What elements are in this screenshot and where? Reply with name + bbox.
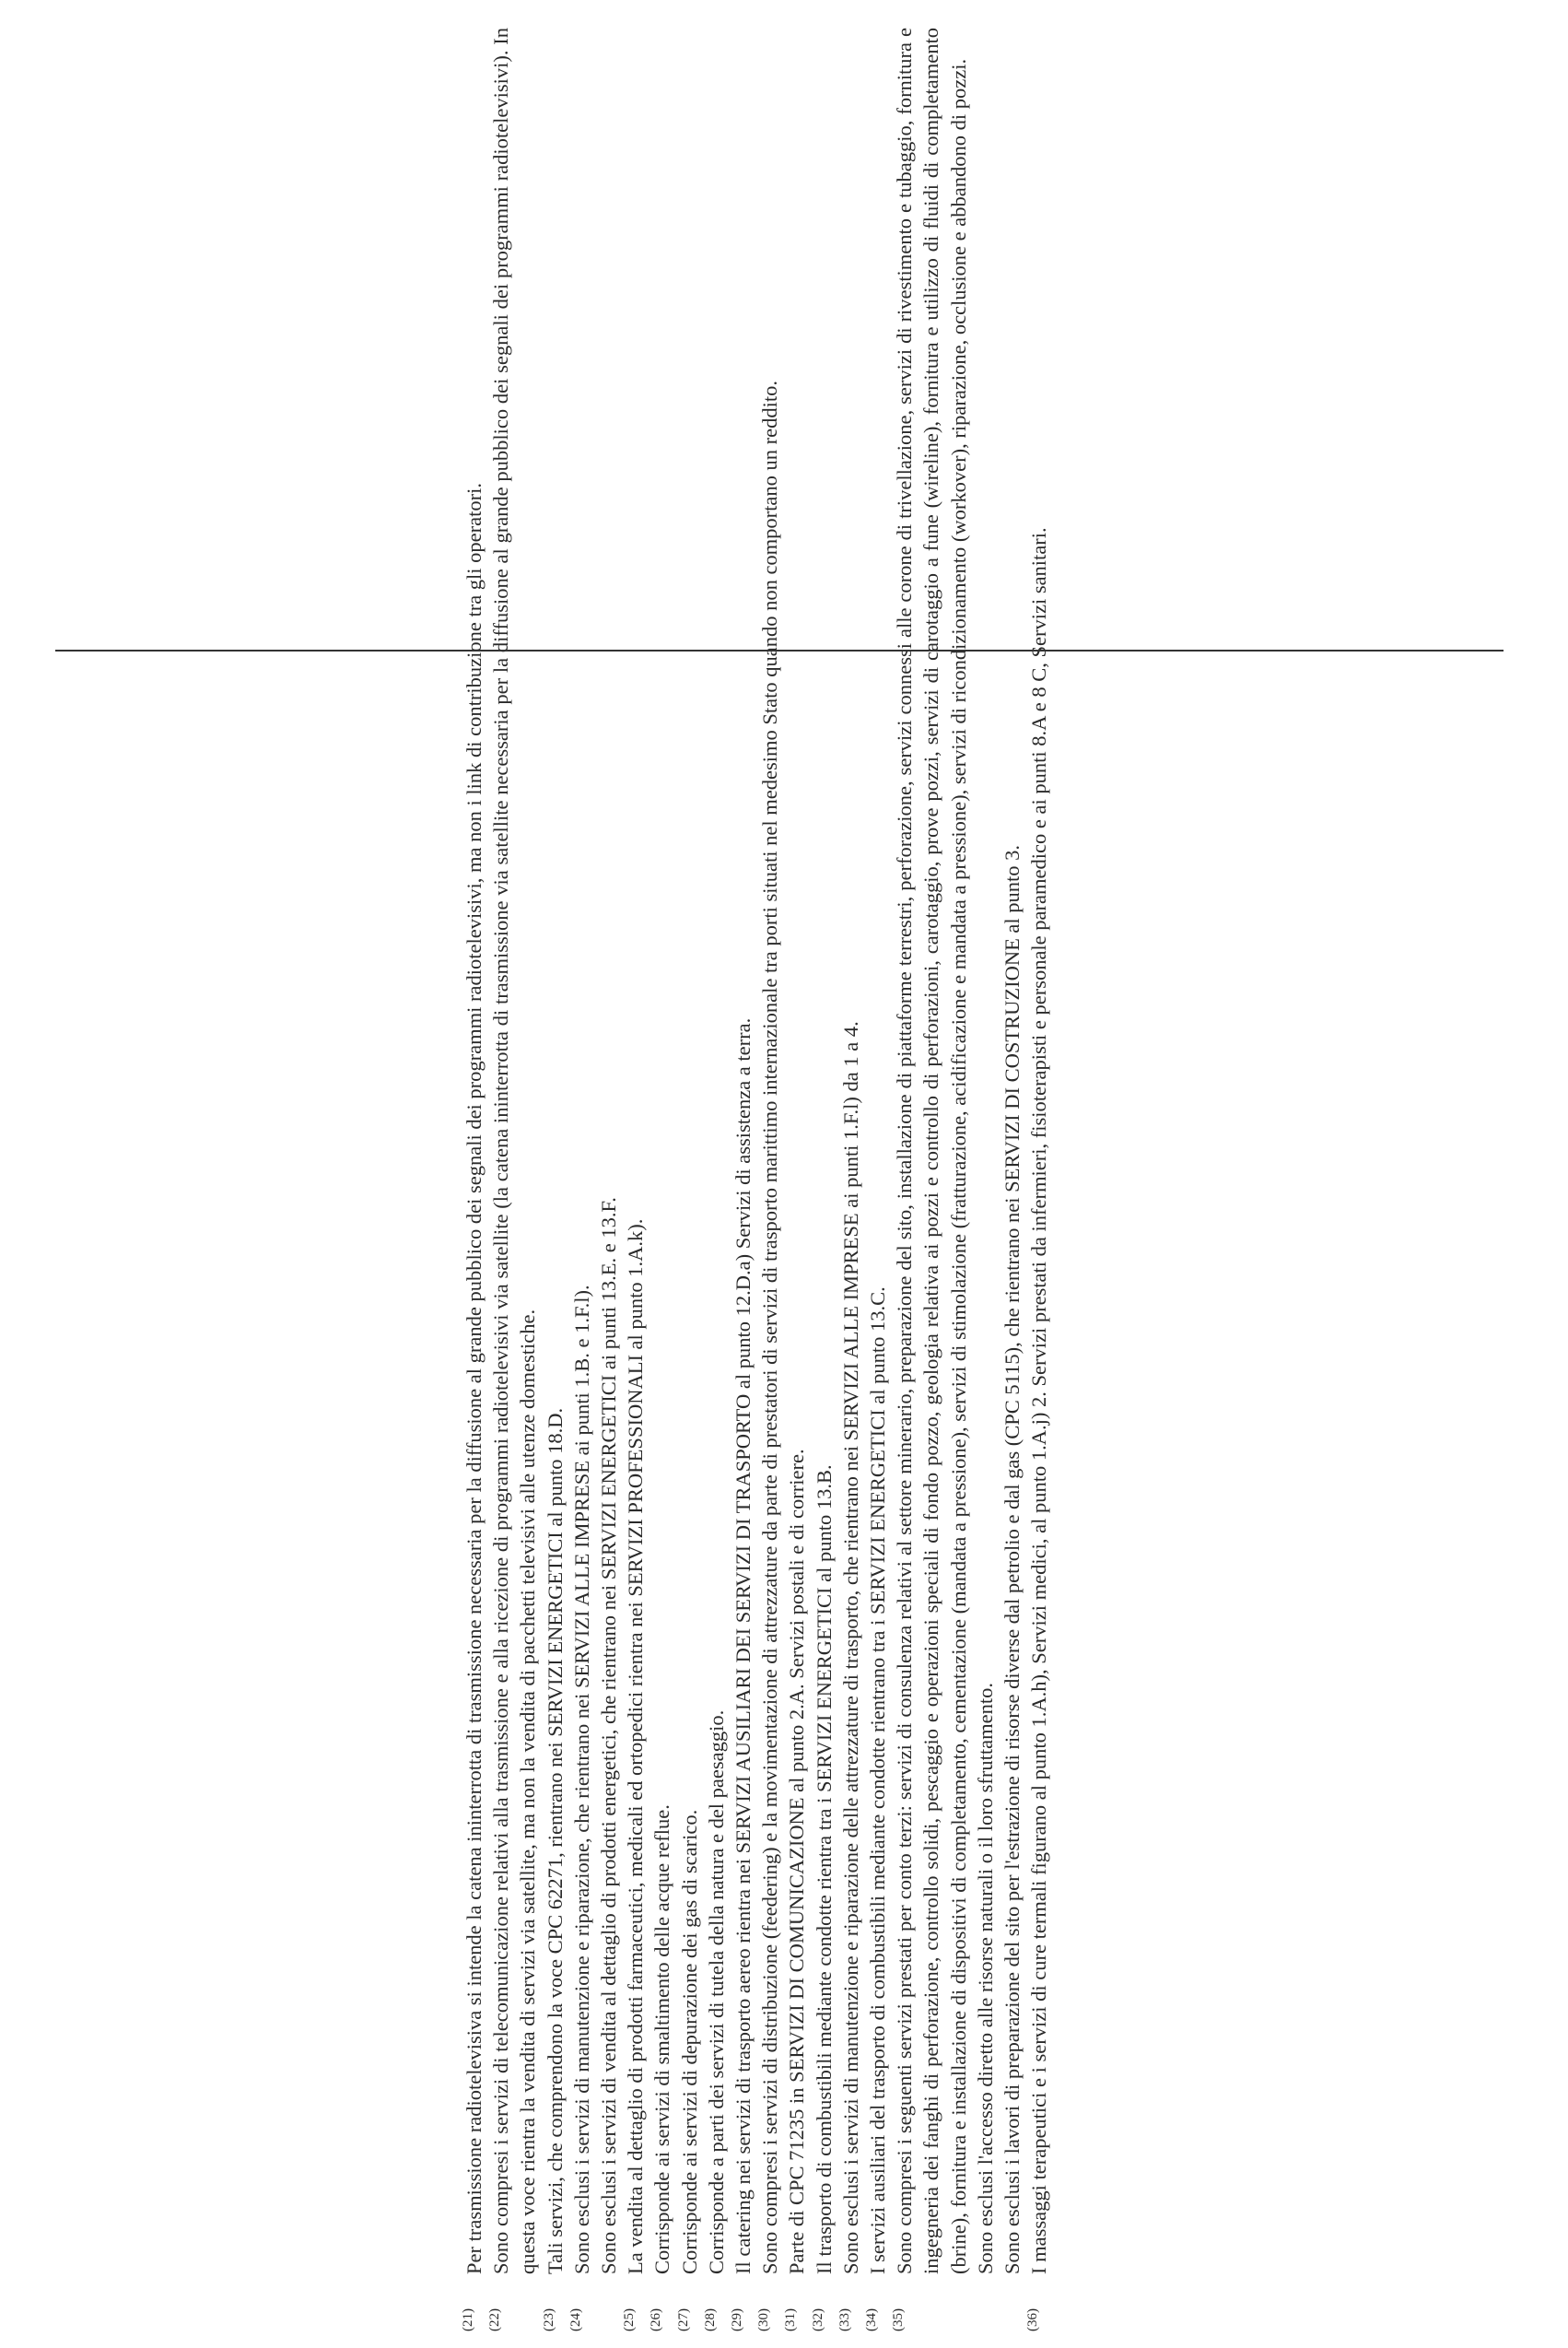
footnote-text: Sono compresi i servizi di telecomunicazione relativi alla trasmissione e alla ricezione di programmi radiotelevisivi via satellite (la catena ininterrotta di trasmissione via satellite necessaria per la diffusione al grande pubblico dei segnali dei programmi radiotelevisivi). In questa voce rientra la vendita di servizi via satellite, ma non la vendita di pacchetti televisivi alle utenze domestiche. xyxy=(489,28,540,2274)
footnote-text: I servizi ausiliari del trasporto di combustibili mediante condotte rientrano tra i SERVIZI ENERGETICI al punto 13.C. xyxy=(866,1286,890,2274)
footnote xyxy=(542,28,568,2331)
footnote-number: ( 29 ) xyxy=(724,2308,751,2331)
footnote-text: Sono esclusi i servizi di manutenzione e riparazione, che rientrano nei SERVIZI ALLE IMPRESE ai punti 1.B. e 1.F.l). xyxy=(569,1285,593,2274)
footnote-text: Tali servizi, che comprendono la voce CPC 62271, rientrano nei SERVIZI ENERGETICI al punto 18.D. xyxy=(543,1407,567,2274)
footnote xyxy=(595,28,622,2331)
footnote-text: Corrisponde ai servizi di depurazione dei gas di scarico. xyxy=(677,1809,701,2274)
footnote-text: La vendita al dettaglio di prodotti farmaceutici, medicali ed ortopedici rientra nei SERVIZI PROFESSIONALI al punto 1.A.k). xyxy=(624,1218,648,2274)
footnotes-list xyxy=(461,28,1052,2331)
footnote-number: ( 34 ) xyxy=(859,2308,885,2331)
footnote-text: Sono esclusi i servizi di manutenzione e riparazione delle attrezzature di trasporto, che rientrano nei SERVIZI ALLE IMPRESE ai punti 1.F.l) da 1 a 4. xyxy=(838,1021,862,2274)
footnote-text: Corrisponde a parti dei servizi di tutela della natura e del paesaggio. xyxy=(704,1709,728,2274)
footnote-number: ( 27 ) xyxy=(671,2308,697,2331)
footnote xyxy=(891,28,972,2331)
footnote xyxy=(783,28,810,2331)
footnote-number: ( 33 ) xyxy=(832,2308,859,2331)
footnote-number: ( 22 ) xyxy=(482,2308,509,2331)
footnote xyxy=(837,28,864,2331)
footnote-number: ( 28 ) xyxy=(697,2308,724,2331)
footnote xyxy=(756,28,783,2331)
footnote-number: ( 23 ) xyxy=(536,2308,563,2331)
footnote xyxy=(649,28,675,2331)
footnote-number: ( 32 ) xyxy=(805,2308,832,2331)
footnote xyxy=(622,28,649,2331)
footnote-number: ( 36 ) xyxy=(1020,2308,1047,2331)
footnote-text: Sono esclusi i lavori di preparazione del sito per l'estrazione di risorse diverse dal petrolio e dal gas (CPC 5115), che rientrano nei SERVIZI DI COSTRUZIONE al punto 3. xyxy=(1000,844,1024,2274)
footnote-number: ( 24 ) xyxy=(563,2308,590,2331)
footnote xyxy=(730,28,756,2331)
footnote-text: Sono esclusi i servizi di vendita al dettaglio di prodotti energetici, che rientrano nei SERVIZI ENERGETICI ai punti 13.E. e 13.F. xyxy=(597,1197,621,2274)
footnote xyxy=(1025,28,1052,2331)
footnote-text: I massaggi terapeutici e i servizi di cure termali figurano al punto 1.A.h), Servizi medici, al punto 1.A.j) 2. Servizi prestati da infermieri, fisioterapisti e personale paramedico e ai punti 8.A e 8 C, Servizi sanitari. xyxy=(1027,527,1051,2274)
footnote-text: Corrisponde ai servizi di smaltimento delle acque reflue. xyxy=(650,1804,674,2274)
footnote xyxy=(568,28,595,2331)
footnote-number: ( 30 ) xyxy=(751,2308,778,2331)
footnote xyxy=(811,28,837,2331)
footnote-text: Il catering nei servizi di trasporto aereo rientra nei SERVIZI AUSILIARI DEI SERVIZI DI TRASPORTO al punto 12.D.a) Servizi di assistenza a terra. xyxy=(731,1017,755,2274)
footnote-number: ( 26 ) xyxy=(643,2308,670,2331)
footnote xyxy=(864,28,891,2331)
footnote-text: Sono compresi i servizi di distribuzione (feedering) e la movimentazione di attrezzature da parte di prestatori di servizi di trasporto marittimo internazionale tra porti situati nel medesimo Stato quando non comportano un reddito. xyxy=(758,380,782,2274)
footnote xyxy=(461,28,487,2331)
footnote xyxy=(999,28,1025,2331)
footnote-number: ( 21 ) xyxy=(455,2308,482,2331)
footnote-number: ( 35 ) xyxy=(885,2308,912,2331)
rotated-page xyxy=(424,28,1124,2331)
footnote xyxy=(703,28,730,2331)
footnote-text: Parte di CPC 71235 in SERVIZI DI COMUNICAZIONE al punto 2.A. Servizi postali e di corriere. xyxy=(785,1449,809,2274)
footnote xyxy=(972,28,999,2331)
footnote-text: Sono esclusi l'accesso diretto alle risorse naturali o il loro sfruttamento. xyxy=(973,1682,997,2274)
footnote-number: ( 25 ) xyxy=(616,2308,643,2331)
footnote-text: Il trasporto di combustibili mediante condotte rientra tra i SERVIZI ENERGETICI al punto 13.B. xyxy=(812,1464,836,2274)
footnote xyxy=(487,28,541,2331)
footnote xyxy=(676,28,703,2331)
footnote-number: ( 31 ) xyxy=(778,2308,804,2331)
footnote-separator-rule xyxy=(55,650,1504,652)
footnote-text: Sono compresi i seguenti servizi prestati per conto terzi: servizi di consulenza relativi al settore minerario, preparazione del sito, installazione di piattaforme terrestri, perforazione, servizi connessi alle corone di trivellazione, servizi di rivestimento e tubaggio, fornitura e ingegneria dei fanghi di perforazione, controllo solidi, pescaggio e operazioni speciali di fondo pozzo, geologia relativa ai pozzi e controllo di perforazioni, carotaggio, prove pozzi, servizi di carotaggio a fune (wireline), fornitura e utilizzo di fluidi di completamento (brine), fornitura e installazione di dispositivi di completamento, cementazione (mandata a pressione), servizi di stimolazione (fratturazione, acidificazione e mandata a pressione), servizi di ricondizionamento (workover), riparazione, occlusione e abbandono di pozzi. xyxy=(893,28,970,2274)
footnote-text: Per trasmissione radiotelevisiva si intende la catena ininterrotta di trasmissione necessaria per la diffusione al grande pubblico dei segnali dei programmi radiotelevisivi, ma non i link di contribuzione tra gli operatori. xyxy=(462,482,486,2274)
